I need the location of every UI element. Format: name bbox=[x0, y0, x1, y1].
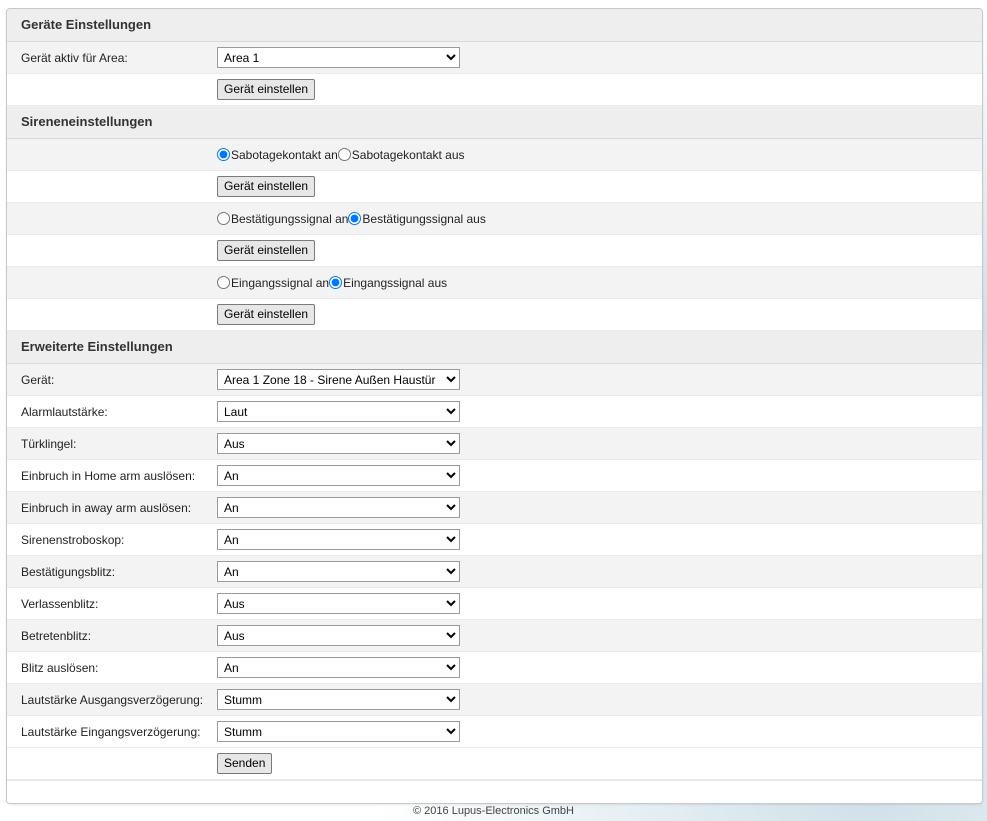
section-header-siren-settings: Sireneneinstellungen bbox=[7, 106, 982, 139]
radio-entry-off[interactable] bbox=[329, 276, 342, 289]
radio-group-entry bbox=[217, 276, 982, 290]
radio-label-confirm-on[interactable] bbox=[217, 212, 348, 226]
copyright-text: © 2016 Lupus-Electronics GmbH bbox=[413, 805, 574, 817]
row-entry-apply bbox=[7, 299, 982, 331]
field-device-apply bbox=[217, 79, 982, 100]
select-advanced-setting[interactable] bbox=[217, 625, 460, 646]
radio-tamper-on[interactable] bbox=[217, 148, 230, 161]
label-advanced-setting: Gerät: bbox=[21, 372, 55, 387]
entry-apply-button[interactable]: Gerät einstellen bbox=[217, 304, 315, 325]
row-confirm-apply bbox=[7, 235, 982, 267]
field-entry-apply bbox=[217, 304, 982, 325]
label-advanced-setting: Lautstärke Ausgangsverzögerung: bbox=[21, 692, 204, 707]
row-advanced-setting bbox=[7, 492, 982, 524]
advanced-settings-rows bbox=[7, 364, 982, 748]
row-advanced-setting bbox=[7, 524, 982, 556]
label-advanced-setting: Lautstärke Eingangsverzögerung: bbox=[21, 724, 201, 739]
select-advanced-setting[interactable] bbox=[217, 433, 460, 454]
device-apply-button[interactable]: Gerät einstellen bbox=[217, 79, 315, 100]
row-advanced-setting bbox=[7, 716, 982, 748]
label-advanced-setting: Einbruch in away arm auslösen: bbox=[21, 500, 192, 515]
radio-text-confirm-off: Bestätigungssignal aus bbox=[362, 211, 486, 226]
field-device-area bbox=[217, 47, 982, 68]
row-advanced-setting bbox=[7, 428, 982, 460]
field-advanced-setting bbox=[217, 401, 982, 422]
radio-text-entry-off: Eingangssignal aus bbox=[343, 275, 448, 290]
radio-label-entry-on[interactable] bbox=[217, 276, 329, 290]
label-device-area: Gerät aktiv für Area: bbox=[21, 50, 128, 65]
row-confirm-radios bbox=[7, 203, 982, 235]
label-advanced-setting: Verlassenblitz: bbox=[21, 596, 99, 611]
settings-panel bbox=[6, 8, 983, 804]
row-entry-radios bbox=[7, 267, 982, 299]
select-advanced-setting[interactable] bbox=[217, 401, 460, 422]
row-advanced-setting bbox=[7, 620, 982, 652]
radio-label-tamper-on[interactable] bbox=[217, 148, 338, 162]
select-advanced-setting[interactable] bbox=[217, 561, 460, 582]
row-device-apply bbox=[7, 74, 982, 106]
field-submit bbox=[217, 753, 982, 774]
select-advanced-setting[interactable] bbox=[217, 721, 460, 742]
select-advanced-setting[interactable] bbox=[217, 465, 460, 486]
field-advanced-setting bbox=[217, 369, 982, 390]
row-advanced-setting bbox=[7, 684, 982, 716]
field-advanced-setting bbox=[217, 657, 982, 678]
row-advanced-setting bbox=[7, 364, 982, 396]
label-advanced-setting: Alarmlautstärke: bbox=[21, 404, 108, 419]
panel-footer bbox=[7, 780, 982, 803]
field-advanced-setting bbox=[217, 625, 982, 646]
field-confirm-radios bbox=[217, 212, 982, 226]
confirm-apply-button[interactable]: Gerät einstellen bbox=[217, 240, 315, 261]
radio-group-confirm bbox=[217, 212, 982, 226]
radio-label-tamper-off[interactable] bbox=[338, 148, 465, 162]
radio-label-entry-off[interactable] bbox=[329, 276, 447, 290]
row-advanced-setting bbox=[7, 652, 982, 684]
field-tamper-apply bbox=[217, 176, 982, 197]
select-advanced-setting[interactable] bbox=[217, 657, 460, 678]
row-tamper-radios bbox=[7, 139, 982, 171]
row-advanced-setting bbox=[7, 556, 982, 588]
row-advanced-setting bbox=[7, 396, 982, 428]
select-advanced-setting[interactable] bbox=[217, 689, 460, 710]
field-advanced-setting bbox=[217, 721, 982, 742]
radio-confirm-off[interactable] bbox=[348, 212, 361, 225]
row-submit bbox=[7, 748, 982, 780]
radio-text-tamper-on: Sabotagekontakt an bbox=[231, 147, 338, 162]
section-header-advanced-settings: Erweiterte Einstellungen bbox=[7, 331, 982, 364]
section-header-device-settings: Geräte Einstellungen bbox=[7, 9, 982, 42]
label-advanced-setting: Türklingel: bbox=[21, 436, 77, 451]
label-advanced-setting: Blitz auslösen: bbox=[21, 660, 99, 675]
select-device-area[interactable] bbox=[217, 47, 460, 68]
radio-text-entry-on: Eingangssignal an bbox=[231, 275, 330, 290]
field-confirm-apply bbox=[217, 240, 982, 261]
field-advanced-setting bbox=[217, 561, 982, 582]
label-advanced-setting: Einbruch in Home arm auslösen: bbox=[21, 468, 196, 483]
field-advanced-setting bbox=[217, 689, 982, 710]
select-advanced-setting[interactable] bbox=[217, 369, 460, 390]
radio-label-confirm-off[interactable] bbox=[348, 212, 485, 226]
radio-text-tamper-off: Sabotagekontakt aus bbox=[351, 147, 465, 162]
submit-button[interactable]: Senden bbox=[217, 753, 272, 774]
row-tamper-apply bbox=[7, 171, 982, 203]
tamper-apply-button[interactable]: Gerät einstellen bbox=[217, 176, 315, 197]
radio-confirm-on[interactable] bbox=[217, 212, 230, 225]
field-advanced-setting bbox=[217, 433, 982, 454]
row-advanced-setting bbox=[7, 460, 982, 492]
label-advanced-setting: Sirenenstroboskop: bbox=[21, 532, 125, 547]
field-advanced-setting bbox=[217, 593, 982, 614]
select-advanced-setting[interactable] bbox=[217, 497, 460, 518]
field-advanced-setting bbox=[217, 465, 982, 486]
row-device-area bbox=[7, 42, 982, 74]
radio-text-confirm-on: Bestätigungssignal an bbox=[231, 211, 349, 226]
field-entry-radios bbox=[217, 276, 982, 290]
field-advanced-setting bbox=[217, 529, 982, 550]
select-advanced-setting[interactable] bbox=[217, 529, 460, 550]
field-advanced-setting bbox=[217, 497, 982, 518]
label-advanced-setting: Bestätigungsblitz: bbox=[21, 564, 116, 579]
select-advanced-setting[interactable] bbox=[217, 593, 460, 614]
label-advanced-setting: Betretenblitz: bbox=[21, 628, 92, 643]
row-advanced-setting bbox=[7, 588, 982, 620]
radio-entry-on[interactable] bbox=[217, 276, 230, 289]
radio-tamper-off[interactable] bbox=[338, 148, 351, 161]
radio-group-tamper bbox=[217, 148, 982, 162]
field-tamper-radios bbox=[217, 148, 982, 162]
